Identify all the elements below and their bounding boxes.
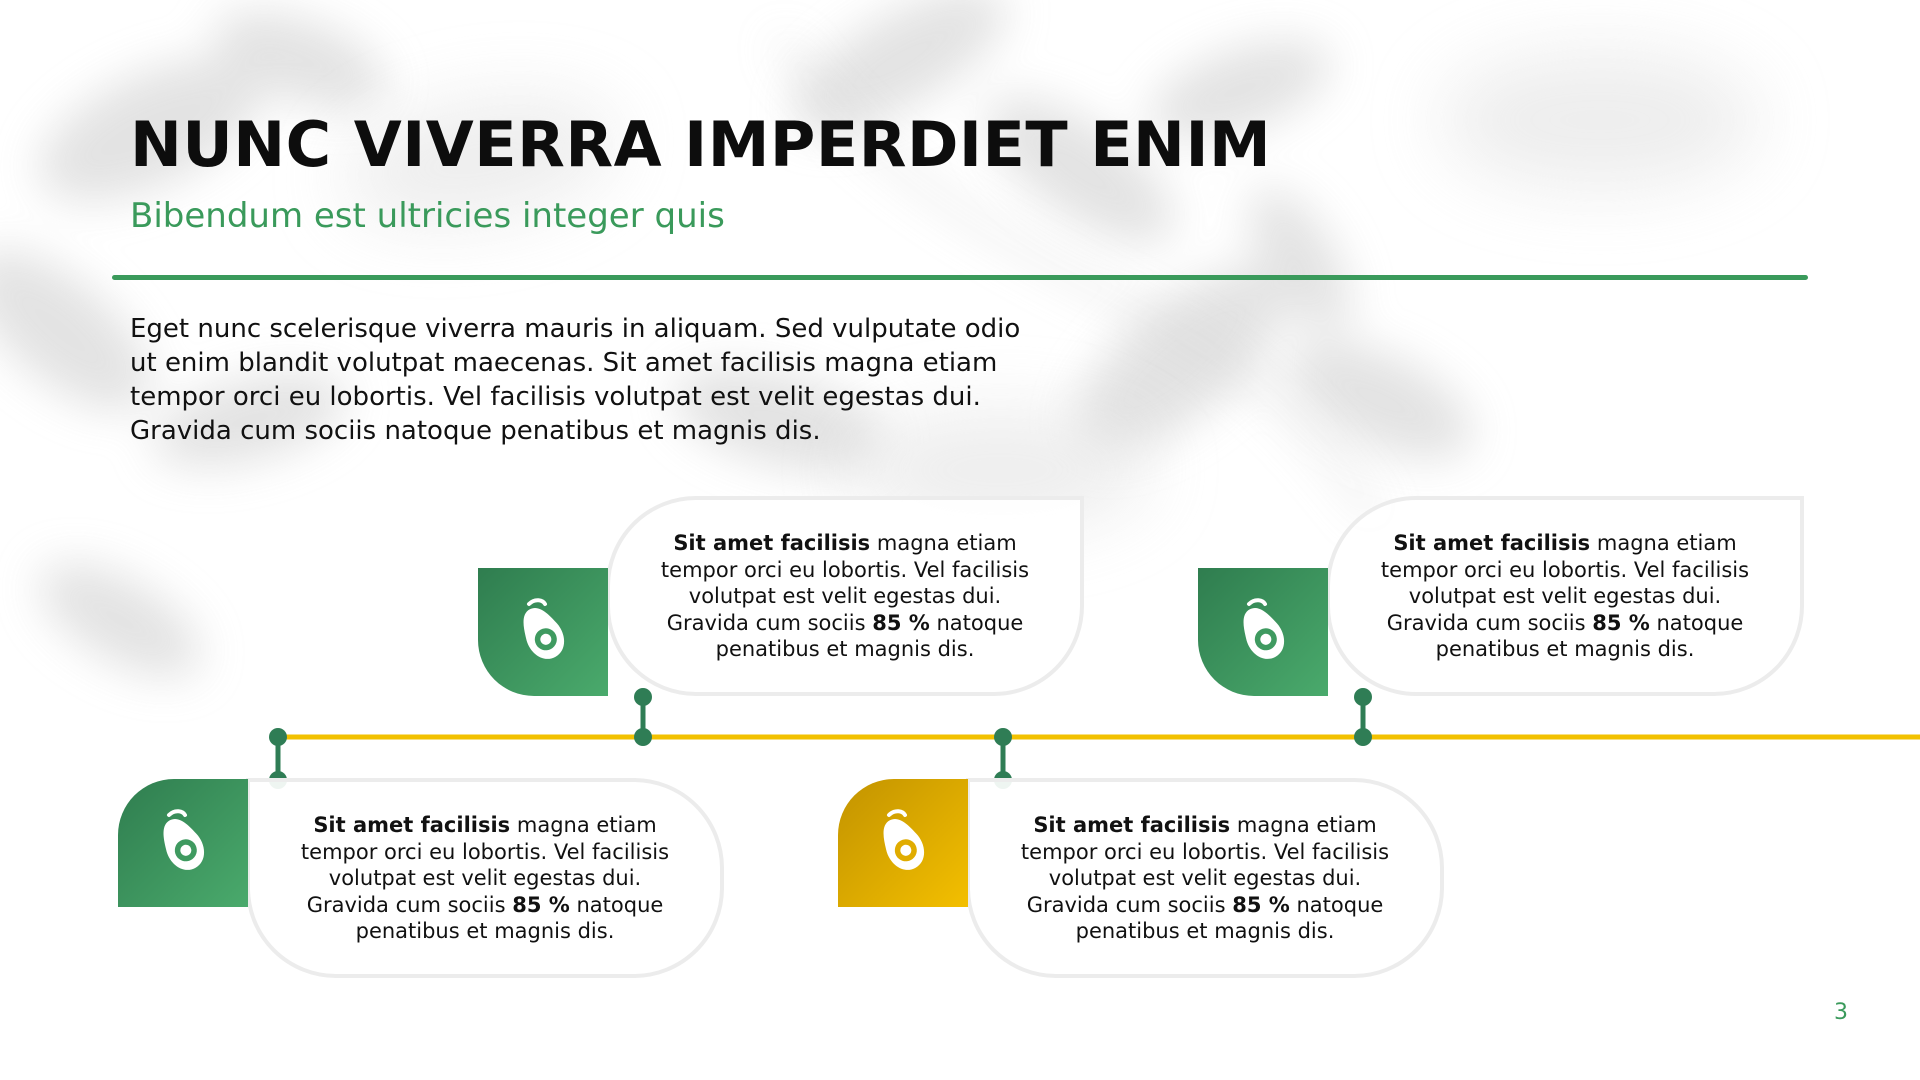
timeline-card-1: [246, 778, 724, 978]
title-divider: [112, 275, 1808, 280]
timeline-badge-3: [838, 779, 968, 907]
timeline-card-text: Sit amet facilisis magna etiam tempor orci eu lobortis. Vel facilisis volutpat est velit egestas dui. Gravida cum sociis 85 % natoque penatibus et magnis dis.: [300, 813, 670, 943]
timeline-badge-4: [1198, 568, 1328, 696]
timeline-card-text: Sit amet facilisis magna etiam tempor orci eu lobortis. Vel facilisis volutpat est velit egestas dui. Gravida cum sociis 85 % natoque penatibus et magnis dis.: [1380, 531, 1750, 661]
timeline-card-text: Sit amet facilisis magna etiam tempor orci eu lobortis. Vel facilisis volutpat est velit egestas dui. Gravida cum sociis 85 % natoque penatibus et magnis dis.: [660, 531, 1030, 661]
slide-subtitle: Bibendum est ultricies integer quis: [130, 196, 725, 236]
timeline-connector-4: [1354, 688, 1372, 746]
timeline-badge-2: [478, 568, 608, 696]
timeline-connector-2: [634, 688, 652, 746]
timeline-badge-1: [118, 779, 248, 907]
slide-title: NUNC VIVERRA IMPERDIET ENIM: [130, 108, 1272, 181]
page-number: 3: [1834, 1000, 1848, 1025]
timeline-card-2: [606, 496, 1084, 696]
avocado-icon: [1225, 594, 1301, 670]
timeline-card-4: [1326, 496, 1804, 696]
timeline-card-text: Sit amet facilisis magna etiam tempor orci eu lobortis. Vel facilisis volutpat est velit egestas dui. Gravida cum sociis 85 % natoque penatibus et magnis dis.: [1020, 813, 1390, 943]
intro-paragraph: Eget nunc scelerisque viverra mauris in aliquam. Sed vulputate odio ut enim blandit volutpat maecenas. Sit amet facilisis magna etiam tempor orci eu lobortis. Vel facilisis volutpat est velit egestas dui. Gravida cum sociis natoque penatibus et magnis dis.: [130, 314, 1021, 446]
avocado-icon: [505, 594, 581, 670]
avocado-icon: [145, 805, 221, 881]
avocado-icon: [865, 805, 941, 881]
timeline-card-3: [966, 778, 1444, 978]
